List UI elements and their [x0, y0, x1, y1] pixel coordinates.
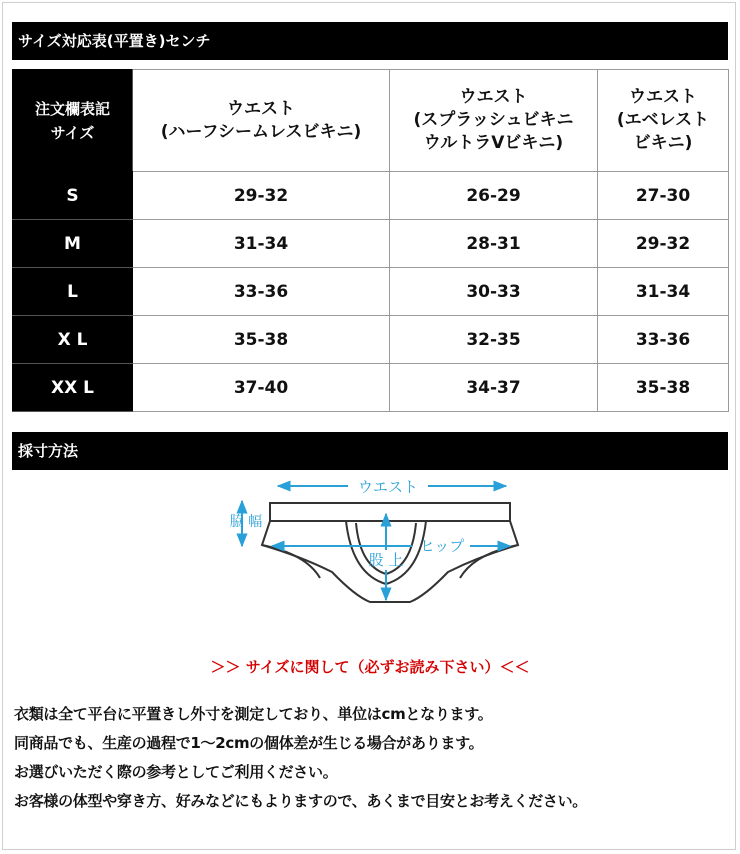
- table-row: [13, 364, 729, 412]
- header-size-label: 注文欄表記 サイズ: [13, 70, 133, 172]
- size-cell: S: [13, 172, 133, 220]
- value-cell: 29-32: [598, 220, 729, 268]
- rise-label: 股 上: [368, 551, 404, 569]
- waist-label: ウエスト: [357, 478, 419, 496]
- value-cell: 27-30: [598, 172, 729, 220]
- value-cell: 35-38: [598, 364, 729, 412]
- rise-arrow: [369, 514, 404, 600]
- note-line: 同商品でも、生産の過程で1～2cmの個体差が生じる場合があります。: [14, 734, 484, 752]
- table-row: [13, 316, 729, 364]
- header-everest-bikini: ウエスト (エベレスト ビキニ): [598, 70, 729, 172]
- value-cell: 31-34: [133, 220, 390, 268]
- value-cell: 33-36: [598, 316, 729, 364]
- value-cell: 34-37: [390, 364, 598, 412]
- value-cell: 31-34: [598, 268, 729, 316]
- table-row: [13, 268, 729, 316]
- size-chart-table: [12, 69, 729, 412]
- note-line: 衣類は全て平台に平置きし外寸を測定しており、単位はcmとなります。: [14, 705, 493, 723]
- value-cell: 32-35: [390, 316, 598, 364]
- size-cell: M: [13, 220, 133, 268]
- value-cell: 35-38: [133, 316, 390, 364]
- size-chart-title: サイズ対応表(平置き)センチ: [12, 22, 728, 60]
- value-cell: 30-33: [390, 268, 598, 316]
- note-line: お客様の体型や穿き方、好みなどにもよりますので、あくまで目安とお考えください。: [14, 792, 588, 810]
- value-cell: 26-29: [390, 172, 598, 220]
- notes-list: [14, 700, 729, 816]
- size-cell: L: [13, 268, 133, 316]
- note-line: お選びいただく際の参考としてご利用ください。: [14, 763, 338, 781]
- size-cell: X L: [13, 316, 133, 364]
- side-width-label: 脇 幅: [229, 514, 263, 530]
- measurement-diagram: [220, 470, 540, 610]
- waist-arrow: [278, 478, 506, 496]
- header-splash-ultra-v-bikini: ウエスト (スプラッシュビキニ ウルトラVビキニ): [390, 70, 598, 172]
- hip-label: ヒップ: [419, 537, 465, 555]
- measurement-method-title: 採寸方法: [12, 432, 728, 470]
- value-cell: 28-31: [390, 220, 598, 268]
- table-row: [13, 172, 729, 220]
- value-cell: 37-40: [133, 364, 390, 412]
- size-notice-heading: ＞＞ サイズに関して（必ずお読み下さい）＜＜: [210, 658, 530, 676]
- side-width-arrow: [230, 501, 262, 546]
- table-header-row: [13, 70, 729, 172]
- header-half-seamless-bikini: ウエスト (ハーフシームレスビキニ): [133, 70, 390, 172]
- value-cell: 29-32: [133, 172, 390, 220]
- table-row: [13, 220, 729, 268]
- value-cell: 33-36: [133, 268, 390, 316]
- size-cell: XX L: [13, 364, 133, 412]
